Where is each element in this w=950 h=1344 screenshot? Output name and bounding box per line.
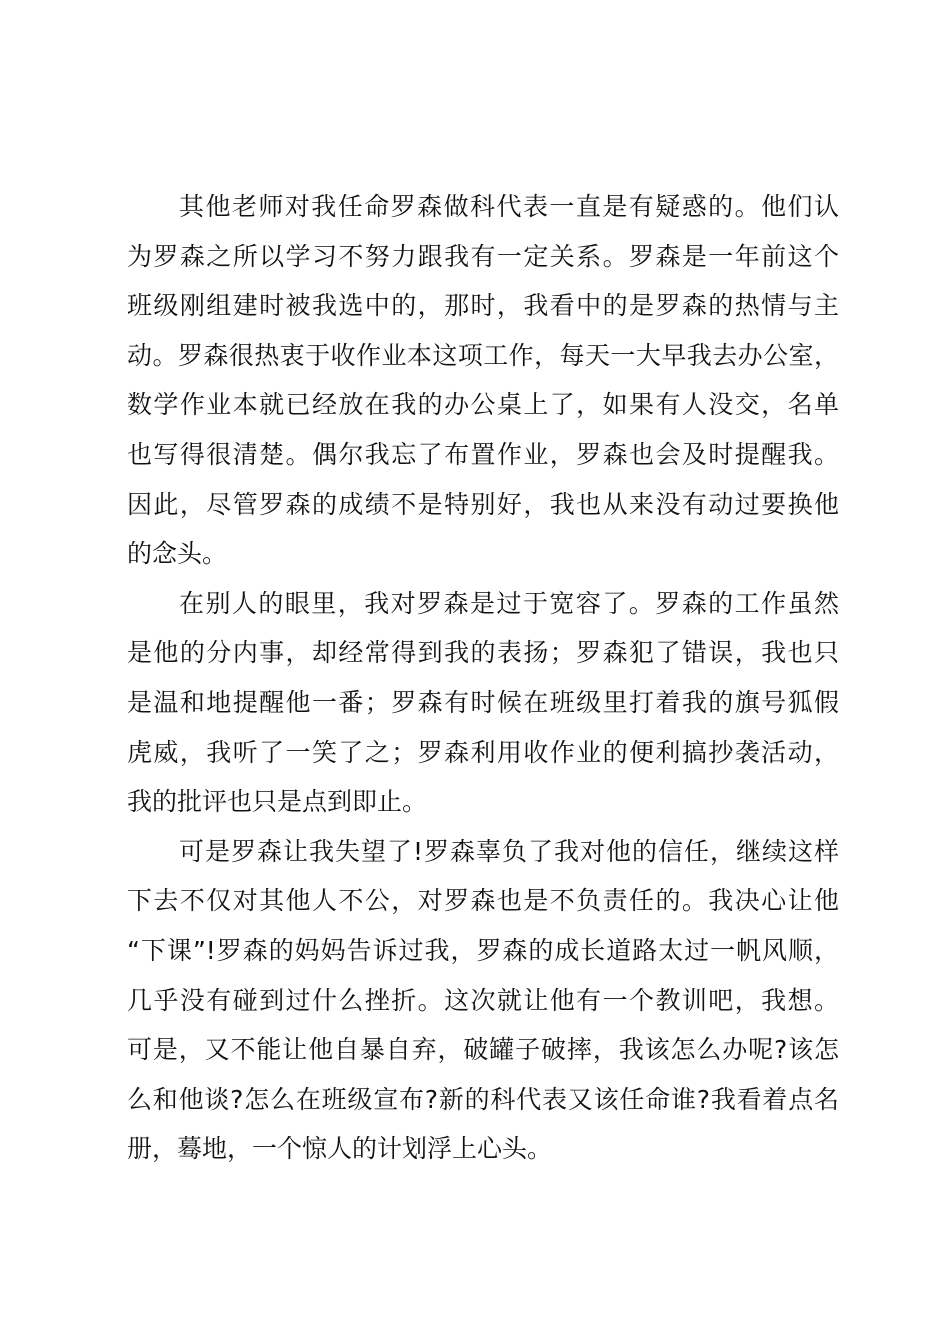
text-line: 几乎没有碰到过什么挫折。这次就让他有一个教训吧，我想。 <box>127 985 839 1015</box>
text-line: 虎威，我听了一笑了之；罗森利用收作业的便利搞抄袭活动， <box>127 737 839 767</box>
document-body <box>127 182 839 1174</box>
text-line: 是他的分内事，却经常得到我的表扬；罗森犯了错误，我也只 <box>127 638 839 668</box>
paragraph-3 <box>127 827 839 1174</box>
text-line: 班级刚组建时被我选中的，那时，我看中的是罗森的热情与主 <box>127 291 839 321</box>
text-line: 其他老师对我任命罗森做科代表一直是有疑惑的。他们认 <box>179 192 839 221</box>
text-line: 我的批评也只是点到即止。 <box>127 787 428 817</box>
text-line: 册，蓦地，一个惊人的计划浮上心头。 <box>127 1134 553 1164</box>
text-line: 可是，又不能让他自暴自弃，破罐子破摔，我该怎么办呢?该怎 <box>127 1035 839 1065</box>
text-line: 也写得很清楚。偶尔我忘了布置作业，罗森也会及时提醒我。 <box>127 439 839 469</box>
paragraph-1 <box>127 182 839 579</box>
text-line: “下课”!罗森的妈妈告诉过我，罗森的成长道路太过一帆风顺， <box>127 935 839 965</box>
text-line: 下去不仅对其他人不公，对罗森也是不负责任的。我决心让他 <box>127 886 839 916</box>
text-line: 是温和地提醒他一番；罗森有时候在班级里打着我的旗号狐假 <box>127 687 839 717</box>
text-line: 么和他谈?怎么在班级宣布?新的科代表又该任命谁?我看着点名 <box>127 1084 839 1114</box>
text-line: 可是罗森让我失望了!罗森辜负了我对他的信任，继续这样 <box>179 836 839 866</box>
text-line: 在别人的眼里，我对罗森是过于宽容了。罗森的工作虽然 <box>179 588 839 618</box>
text-line: 因此，尽管罗森的成绩不是特别好，我也从来没有动过要换他 <box>127 489 839 519</box>
text-line: 数学作业本就已经放在我的办公桌上了，如果有人没交，名单 <box>127 390 839 420</box>
text-line: 为罗森之所以学习不努力跟我有一定关系。罗森是一年前这个 <box>127 241 839 271</box>
text-line: 动。罗森很热衷于收作业本这项工作，每天一大早我去办公室， <box>127 340 839 370</box>
paragraph-2 <box>127 579 839 827</box>
text-line: 的念头。 <box>127 539 228 569</box>
